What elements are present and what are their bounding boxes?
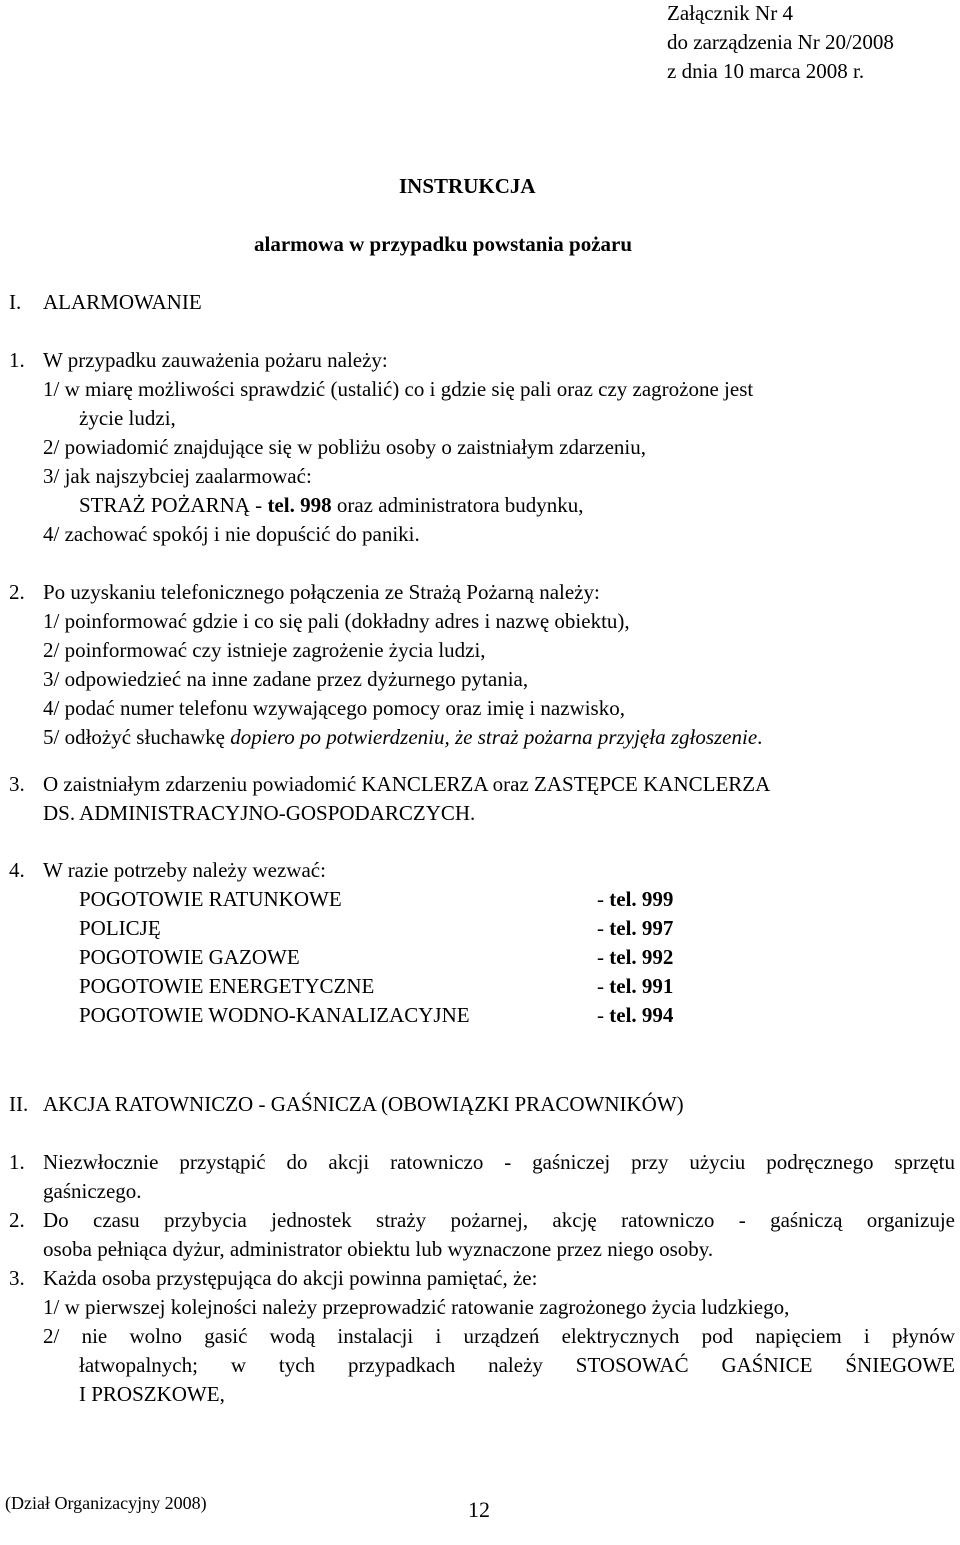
section-2-number: II. bbox=[9, 1092, 29, 1116]
section-2-title: AKCJA RATOWNICZO - GAŚNICZA (OBOWIĄZKI PRACOWNIKÓW) bbox=[43, 1092, 684, 1116]
s2-item-3-lead: Każda osoba przystępująca do akcji powinna pamiętać, że: bbox=[43, 1266, 538, 1290]
service-name: POLICJĘ bbox=[79, 916, 161, 940]
item-1-line-1b: życie ludzi, bbox=[79, 406, 176, 430]
item-3-line-2: DS. ADMINISTRACYJNO-GOSPODARCZYCH. bbox=[43, 801, 476, 825]
item-1-lead: W przypadku zauważenia pożaru należy: bbox=[43, 348, 388, 372]
item-2-number: 2. bbox=[9, 580, 25, 604]
item-1-line-2: 2/ powiadomić znajdujące się w pobliżu osoby o zaistniałym zdarzeniu, bbox=[43, 435, 646, 459]
s2-item-3-line-2: 2/ nie wolno gasić wodą instalacji i urządzeń elektrycznych pod napięciem i płynów bbox=[43, 1324, 955, 1348]
header-line-3: z dnia 10 marca 2008 r. bbox=[667, 59, 865, 83]
service-dash: - bbox=[597, 945, 610, 969]
item-1-line-3: 3/ jak najszybciej zaalarmować: bbox=[43, 464, 312, 488]
s2-item-3-line-2c: I PROSZKOWE, bbox=[79, 1382, 225, 1406]
item-3-number: 3. bbox=[9, 772, 25, 796]
item-2-line-1: 1/ poinformować gdzie i co się pali (dokładny adres i nazwę obiektu), bbox=[43, 609, 630, 633]
header-line-2: do zarządzenia Nr 20/2008 bbox=[667, 30, 894, 54]
item-4-lead: W razie potrzeby należy wezwać: bbox=[43, 858, 326, 882]
item-2-line-2: 2/ poinformować czy istnieje zagrożenie życia ludzi, bbox=[43, 638, 486, 662]
item-1-number: 1. bbox=[9, 348, 25, 372]
service-phone bbox=[597, 915, 673, 941]
service-dash: - bbox=[597, 887, 610, 911]
header-line-1: Załącznik Nr 4 bbox=[667, 1, 793, 25]
fire-brigade-phone: tel. 998 bbox=[267, 493, 332, 517]
service-name: POGOTOWIE RATUNKOWE bbox=[79, 887, 342, 911]
s2-item-1-line-1: Niezwłocznie przystąpić do akcji ratowniczo - gaśniczej przy użyciu podręcznego sprzętu bbox=[43, 1150, 955, 1174]
service-tel: tel. 991 bbox=[609, 974, 674, 998]
s2-item-1-number: 1. bbox=[9, 1150, 25, 1174]
document-title: INSTRUKCJA bbox=[399, 174, 536, 198]
service-name: POGOTOWIE ENERGETYCZNE bbox=[79, 974, 375, 998]
s2-item-2-line-2: osoba pełniąca dyżur, administrator obiektu lub wyznaczone przez niego osoby. bbox=[43, 1237, 714, 1261]
section-1-number: I. bbox=[9, 290, 22, 314]
service-phone bbox=[597, 973, 673, 999]
item-2-lead: Po uzyskaniu telefonicznego połączenia ze Strażą Pożarną należy: bbox=[43, 580, 600, 604]
s2-item-1-line-2: gaśniczego. bbox=[43, 1179, 142, 1203]
s2-item-3-line-1: 1/ w pierwszej kolejności należy przeprowadzić ratowanie zagrożonego życia ludzkiego, bbox=[43, 1295, 790, 1319]
service-phone bbox=[597, 886, 673, 912]
s2-item-2-number: 2. bbox=[9, 1208, 25, 1232]
item-2-line-5-text: 5/ odłożyć słuchawkę bbox=[43, 725, 231, 749]
item-2-line-5-end: . bbox=[757, 725, 763, 749]
service-tel: tel. 994 bbox=[609, 1003, 674, 1027]
item-1-line-4: 4/ zachować spokój i nie dopuścić do paniki. bbox=[43, 522, 420, 546]
fire-brigade-label: STRAŻ POŻARNĄ - bbox=[79, 493, 268, 517]
item-1-line-3b bbox=[79, 492, 584, 518]
s2-item-2-line-1: Do czasu przybycia jednostek straży pożarnej, akcję ratowniczo - gaśniczą organizuje bbox=[43, 1208, 955, 1232]
service-phone bbox=[597, 1002, 673, 1028]
footer-department: (Dział Organizacyjny 2008) bbox=[5, 1493, 207, 1513]
service-tel: tel. 999 bbox=[609, 887, 674, 911]
service-tel: tel. 997 bbox=[609, 916, 674, 940]
service-phone bbox=[597, 944, 673, 970]
page-number: 12 bbox=[468, 1497, 490, 1522]
service-name: POGOTOWIE GAZOWE bbox=[79, 945, 300, 969]
item-1-line-1: 1/ w miarę możliwości sprawdzić (ustalić) co i gdzie się pali oraz czy zagrożone jest bbox=[43, 377, 754, 401]
service-dash: - bbox=[597, 1003, 610, 1027]
item-2-line-3: 3/ odpowiedzieć na inne zadane przez dyżurnego pytania, bbox=[43, 667, 529, 691]
service-name: POGOTOWIE WODNO-KANALIZACYJNE bbox=[79, 1003, 470, 1027]
s2-item-3-number: 3. bbox=[9, 1266, 25, 1290]
item-2-line-4: 4/ podać numer telefonu wzywającego pomocy oraz imię i nazwisko, bbox=[43, 696, 625, 720]
service-dash: - bbox=[597, 974, 610, 998]
item-4-number: 4. bbox=[9, 858, 25, 882]
item-2-line-5-italic: dopiero po potwierdzeniu, że straż pożarna przyjęła zgłoszenie bbox=[230, 725, 758, 749]
s2-item-3-line-2b: łatwopalnych; w tych przypadkach należy STOSOWAĆ GAŚNICE ŚNIEGOWE bbox=[79, 1353, 955, 1377]
item-2-line-5 bbox=[43, 724, 762, 750]
item-3-line-1: O zaistniałym zdarzeniu powiadomić KANCLERZA oraz ZASTĘPCE KANCLERZA bbox=[43, 772, 771, 796]
section-1-title: ALARMOWANIE bbox=[43, 290, 202, 314]
service-dash: - bbox=[597, 916, 610, 940]
document-subtitle: alarmowa w przypadku powstania pożaru bbox=[254, 232, 633, 256]
fire-brigade-suffix: oraz administratora budynku, bbox=[331, 493, 584, 517]
service-tel: tel. 992 bbox=[609, 945, 674, 969]
